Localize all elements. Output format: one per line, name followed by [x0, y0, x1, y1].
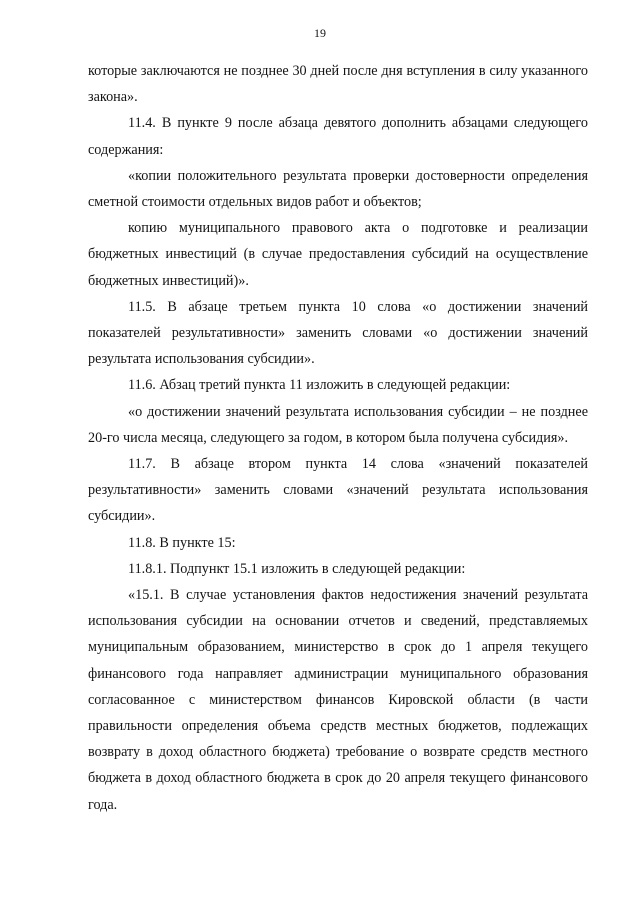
paragraph-11-5: 11.5. В абзаце третьем пункта 10 слова «о достижении значений показателей результативности» заменить словами «о достижении значений результата использования субсидии».: [88, 298, 588, 368]
paragraph-11-6: 11.6. Абзац третий пункта 11 изложить в следующей редакции:: [128, 377, 511, 394]
paragraph-quote-municipal-act: копию муниципального правового акта о подготовке и реализации бюджетных инвестиций (в случае предоставления субсидий на осуществление бюджетных инвестиций)».: [88, 220, 588, 289]
paragraph-11-4: 11.4. В пункте 9 после абзаца девятого дополнить абзацами следующего содержания:: [88, 115, 588, 158]
page-number: 19: [314, 26, 326, 40]
paragraph-11-7: 11.7. В абзаце втором пункта 14 слова «значений показателей результативности» заменить словами «значений результата использования субсидии».: [88, 456, 588, 525]
paragraph-11-8-1: 11.8.1. Подпункт 15.1 изложить в следующей редакции:: [128, 560, 466, 577]
paragraph-11-8: 11.8. В пункте 15:: [128, 534, 236, 551]
paragraph-quote-copies: «копии положительного результата проверки достоверности определения сметной стоимости отдельных видов работ и объектов;: [88, 167, 588, 211]
paragraph-quote-deadline: «о достижении значений результата использования субсидии – не позднее 20-го числа месяца, следующего за годом, в котором была получена субсидия».: [88, 403, 588, 446]
paragraph-continuation: которые заключаются не позднее 30 дней после дня вступления в силу указанного закона».: [88, 63, 588, 106]
document-body: [88, 58, 588, 818]
paragraph-quote-15-1: «15.1. В случае установления фактов недостижения значений результата использования субсидии на основании отчетов и сведений, представляемых муниципальным образованием, министерство в срок до 1 апреля текущего финансового года направляет администрации муниципального образования согласованное с министерством финансов Кировской области (в части правильности определения объема средств местных бюджетов, подлежащих возврату в доход областного бюджета) требование о возврате средств местного бюджета в доход областного бюджета в срок до 20 апреля текущего финансового года.: [88, 587, 588, 813]
